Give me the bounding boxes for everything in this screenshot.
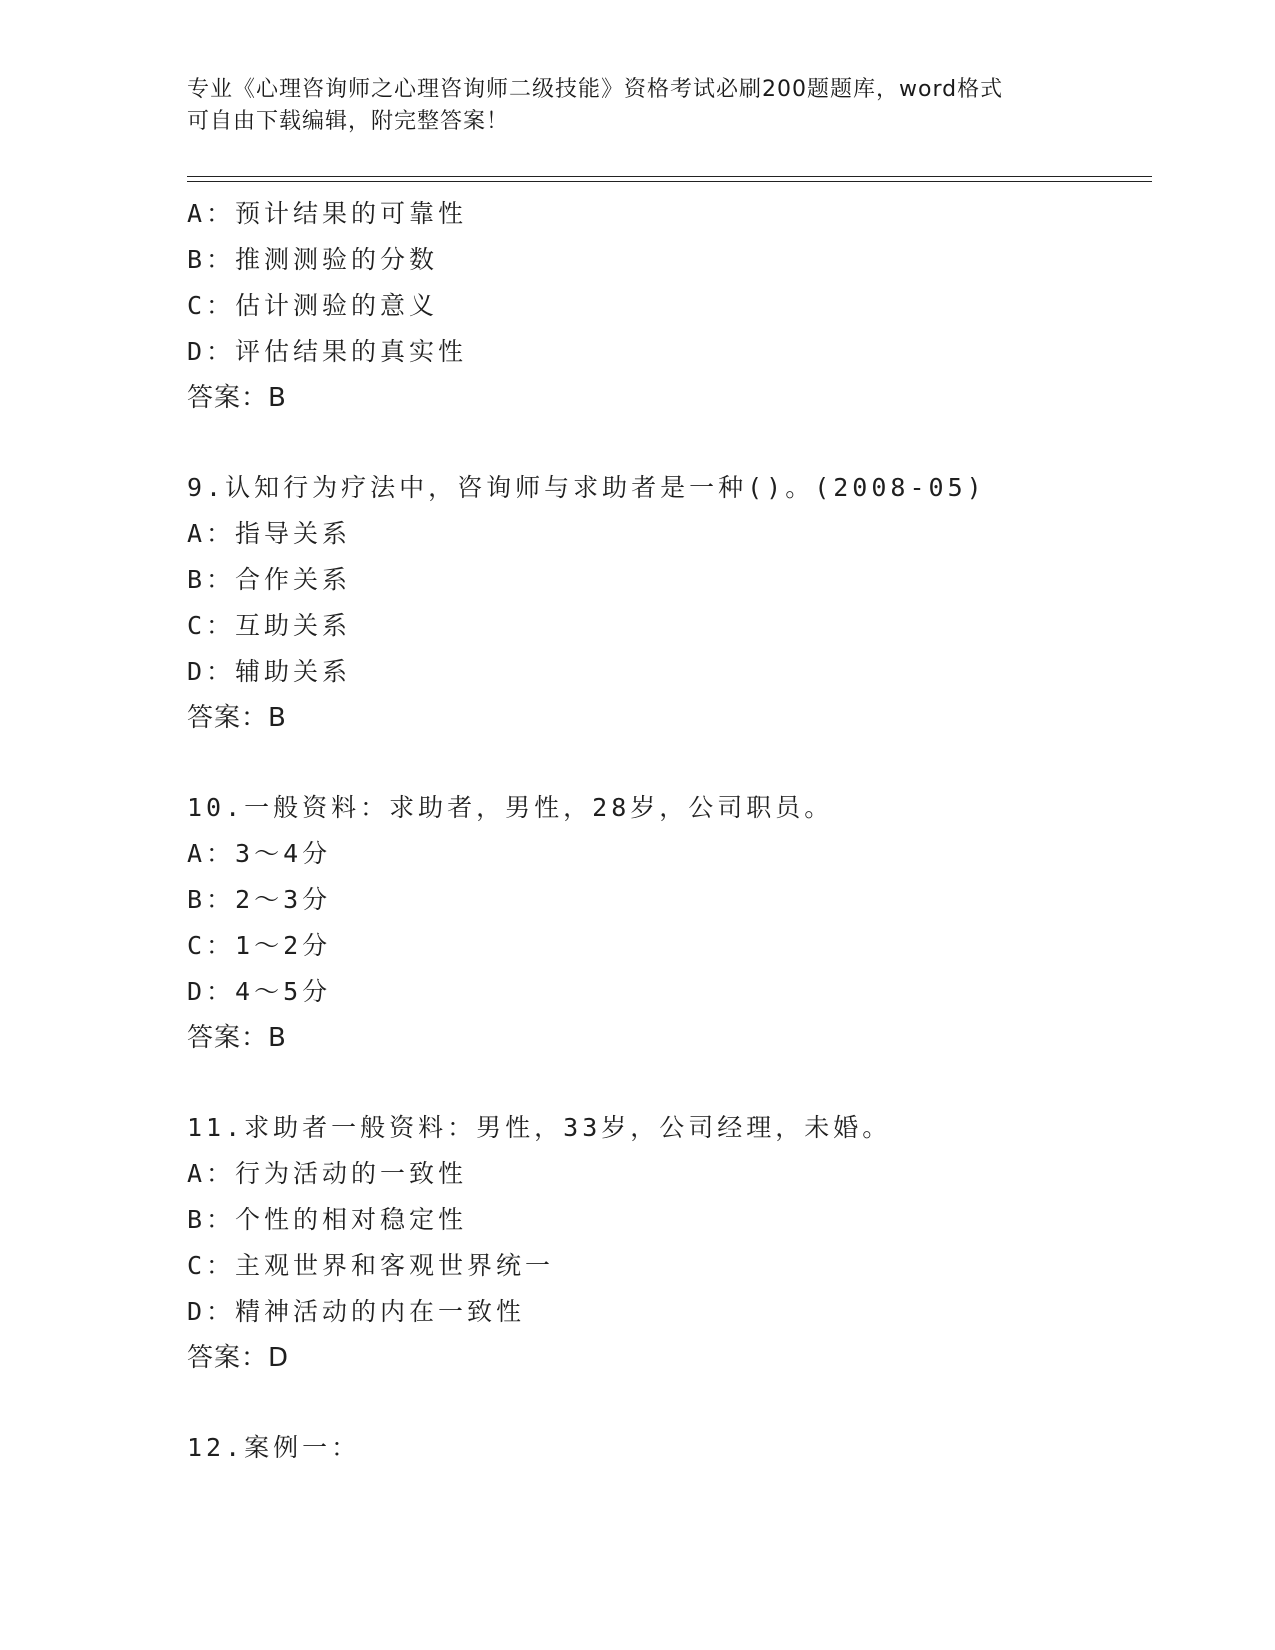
- option-a: A：行为活动的一致性: [187, 1159, 468, 1188]
- answer-text: 答案：D: [187, 1343, 290, 1373]
- option-d: D：4～5分: [187, 977, 332, 1006]
- option-a: A：3～4分: [187, 839, 332, 868]
- question-block-8: [187, 191, 1147, 421]
- question-block-9: [187, 465, 1147, 741]
- question-block-12: [187, 1425, 1147, 1471]
- option-c: C：主观世界和客观世界统一: [187, 1251, 555, 1280]
- question-list: [187, 191, 1147, 1471]
- option-d: D：辅助关系: [187, 657, 352, 686]
- option-a: A：预计结果的可靠性: [187, 199, 468, 228]
- question-text: 11.求助者一般资料：男性，33岁，公司经理，未婚。: [187, 1113, 892, 1142]
- answer-text: 答案：B: [187, 1023, 287, 1053]
- spacer: [187, 1381, 1147, 1425]
- option-b: B：合作关系: [187, 565, 352, 594]
- option-b: B：推测测验的分数: [187, 245, 439, 274]
- option-b: B：个性的相对稳定性: [187, 1205, 468, 1234]
- header-title-line-2: 可自由下载编辑，附完整答案！: [187, 109, 510, 134]
- question-text: 10.一般资料：求助者，男性，28岁，公司职员。: [187, 793, 834, 822]
- option-c: C：1～2分: [187, 931, 332, 960]
- option-d: D：评估结果的真实性: [187, 337, 468, 366]
- question-text: 9.认知行为疗法中，咨询师与求助者是一种()。(2008-05): [187, 473, 986, 502]
- question-block-10: [187, 785, 1147, 1061]
- question-block-11: [187, 1105, 1147, 1381]
- option-b: B：2～3分: [187, 885, 332, 914]
- header-divider-top: [187, 176, 1152, 177]
- question-text: 12.案例一：: [187, 1433, 361, 1462]
- header-divider-bottom: [187, 181, 1152, 182]
- option-c: C：互助关系: [187, 611, 352, 640]
- option-a: A：指导关系: [187, 519, 352, 548]
- spacer: [187, 1061, 1147, 1105]
- spacer: [187, 421, 1147, 465]
- document-header: [187, 74, 1087, 138]
- option-c: C：估计测验的意义: [187, 291, 439, 320]
- answer-text: 答案：B: [187, 383, 287, 413]
- option-d: D：精神活动的内在一致性: [187, 1297, 526, 1326]
- spacer: [187, 741, 1147, 785]
- answer-text: 答案：B: [187, 703, 287, 733]
- header-title-line-1: 专业《心理咨询师之心理咨询师二级技能》资格考试必刷200题题库，word格式: [187, 77, 1004, 102]
